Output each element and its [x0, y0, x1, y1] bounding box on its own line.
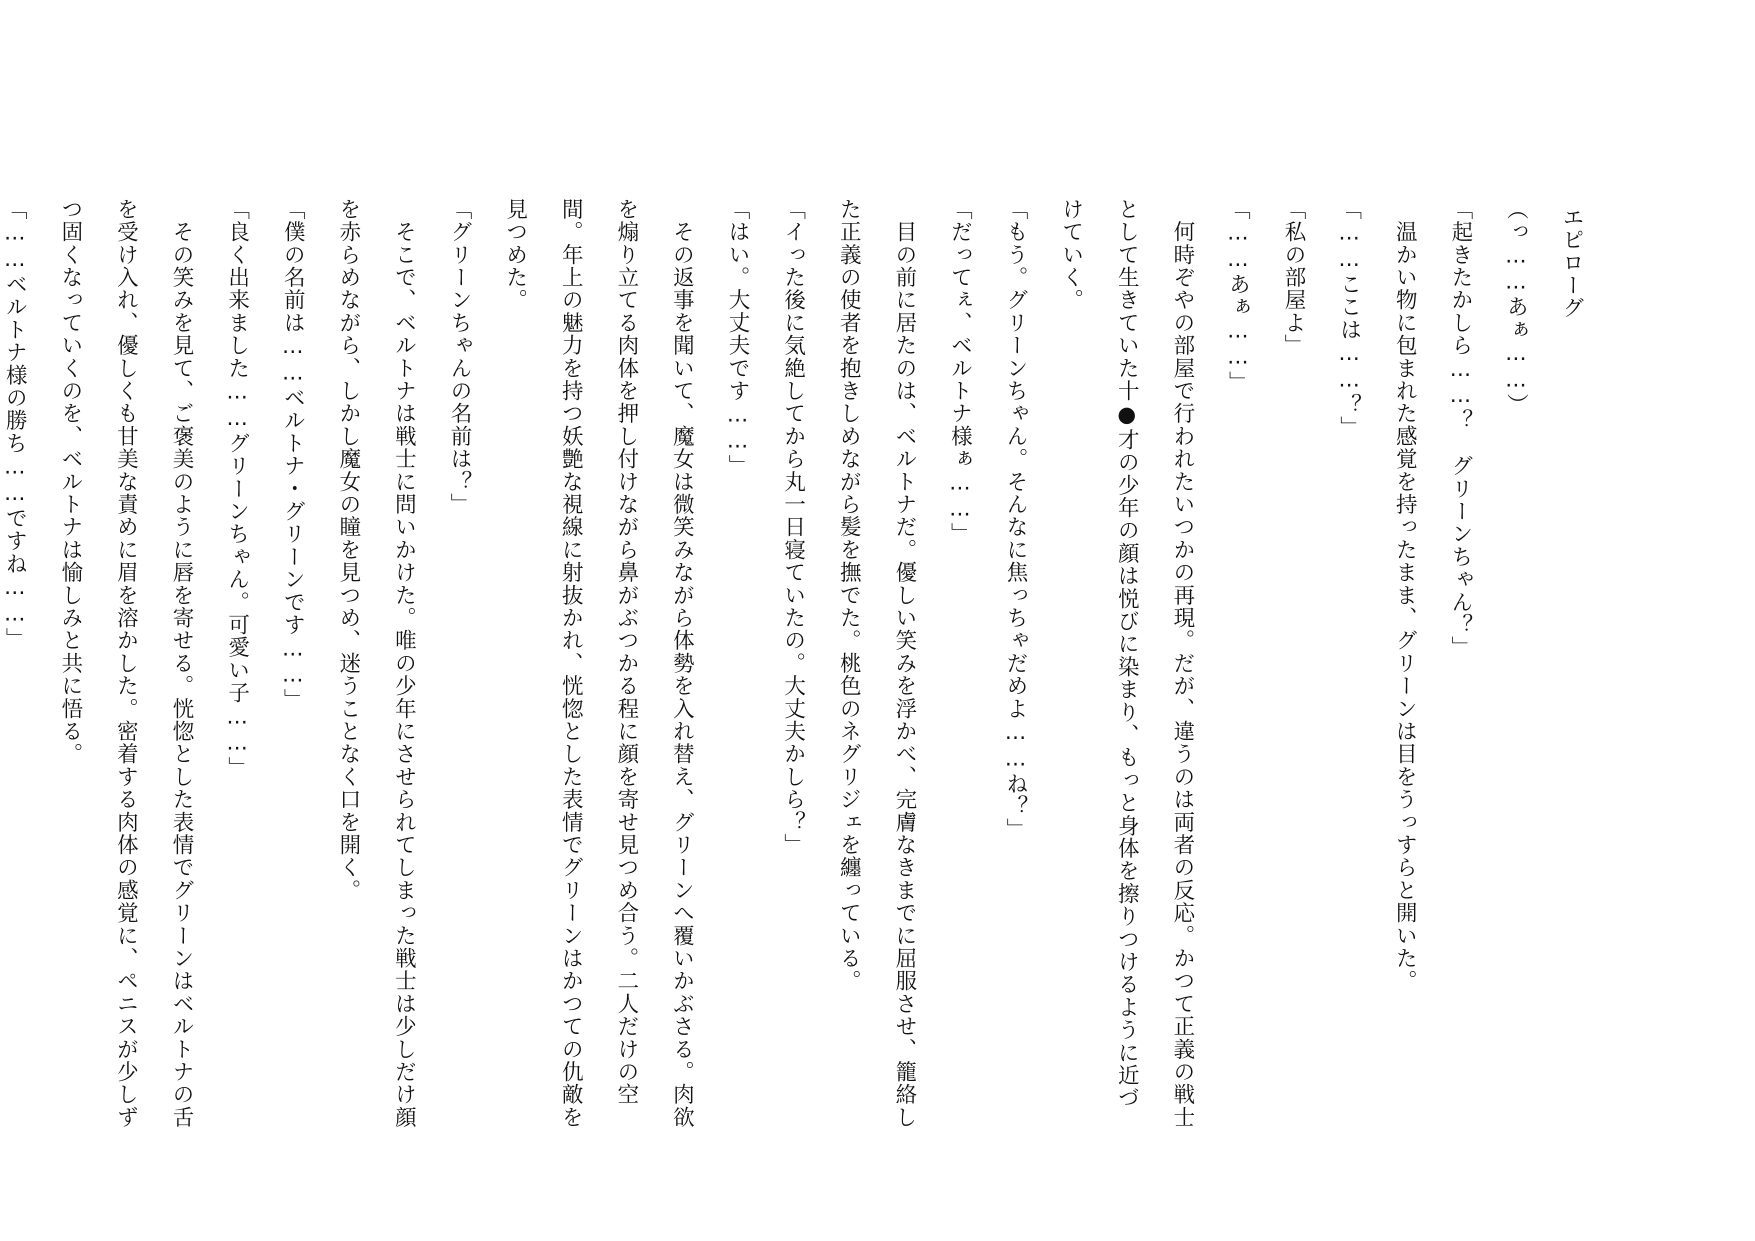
- paragraph: つ固くなっていくのを、ベルトナは愉しみと共に悟る。: [57, 198, 83, 766]
- page-title: エピローグ: [1559, 206, 1584, 320]
- paragraph: 「……ベルトナ様の勝ち……ですね……」: [2, 198, 28, 651]
- paragraph: 「イった後に気絶してから丸一日寝ていたの。大丈夫かしら？」: [780, 198, 806, 857]
- paragraph: 「グリーンちゃんの名前は？」: [447, 198, 472, 516]
- paragraph: 温かい物に包まれた感覚を持ったまま、グリーンは目をうっすらと開いた。: [1392, 198, 1418, 993]
- paragraph: けていく。: [1058, 198, 1084, 312]
- paragraph: 「僕の名前は……ベルトナ・グリーンです……」: [280, 198, 306, 712]
- paragraph: を赤らめながら、しかし魔女の瞳を見つめ、迷うことなく口を開く。: [335, 198, 361, 902]
- paragraph: 「……ここは……？」: [1336, 198, 1362, 439]
- paragraph: その笑みを見て、ご褒美のように唇を寄せる。恍惚とした表情でグリーンはベルトナの舌: [169, 198, 194, 1129]
- paragraph: そこで、ベルトナは戦士に問いかけた。唯の少年にさせられてしまった戦士は少しだけ顔: [391, 198, 417, 1129]
- paragraph: 「良く出来ました……グリーンちゃん。可愛い子……」: [224, 198, 250, 780]
- paragraph: として生きていた十●才の少年の顔は悦びに染まり、もっと身体を擦りつけるように近づ: [1114, 198, 1140, 1110]
- paragraph: 「……あぁ……」: [1225, 198, 1251, 394]
- paragraph: 目の前に居たのは、ベルトナだ。優しい笑みを浮かべ、完膚なきまでに屈服させ、籠絡し: [891, 198, 917, 1129]
- paragraph: を煽り立てる肉体を押し付けながら鼻がぶつかる程に顔を寄せ見つめ合う。二人だけの空: [613, 198, 639, 1107]
- paragraph: 見つめた。: [502, 198, 528, 312]
- paragraph: た正義の使者を抱きしめながら髪を撫でた。桃色のネグリジェを纏っている。: [836, 198, 862, 993]
- paragraph: 何時ぞやの部屋で行われたいつかの再現。だが、違うのは両者の反応。かつて正義の戦士: [1169, 198, 1195, 1129]
- paragraph: を受け入れ、優しくも甘美な責めに眉を溶かした。密着する肉体の感覚に、ペニスが少しず: [113, 198, 139, 1129]
- paragraph: その返事を聞いて、魔女は微笑みながら体勢を入れ替え、グリーンへ覆いかぶさる。肉欲: [669, 198, 695, 1129]
- paragraph: 「起きたかしら……？ グリーンちゃん？」: [1447, 198, 1473, 659]
- paragraph: 「もう。グリーンちゃん。そんなに焦っちゃだめよ……ね？」: [1003, 198, 1028, 841]
- paragraph: （っ……あぁ……）: [1503, 198, 1529, 417]
- paragraph: 「はい。大丈夫です……」: [725, 198, 750, 478]
- paragraph: 「私の部屋よ」: [1281, 198, 1306, 357]
- paragraph: 間。年上の魅力を持つ妖艶な視線に射抜かれ、恍惚とした表情でグリーンはかつての仇敵を: [558, 198, 584, 1129]
- paragraph: 「だってぇ、ベルトナ様ぁ……」: [947, 198, 973, 546]
